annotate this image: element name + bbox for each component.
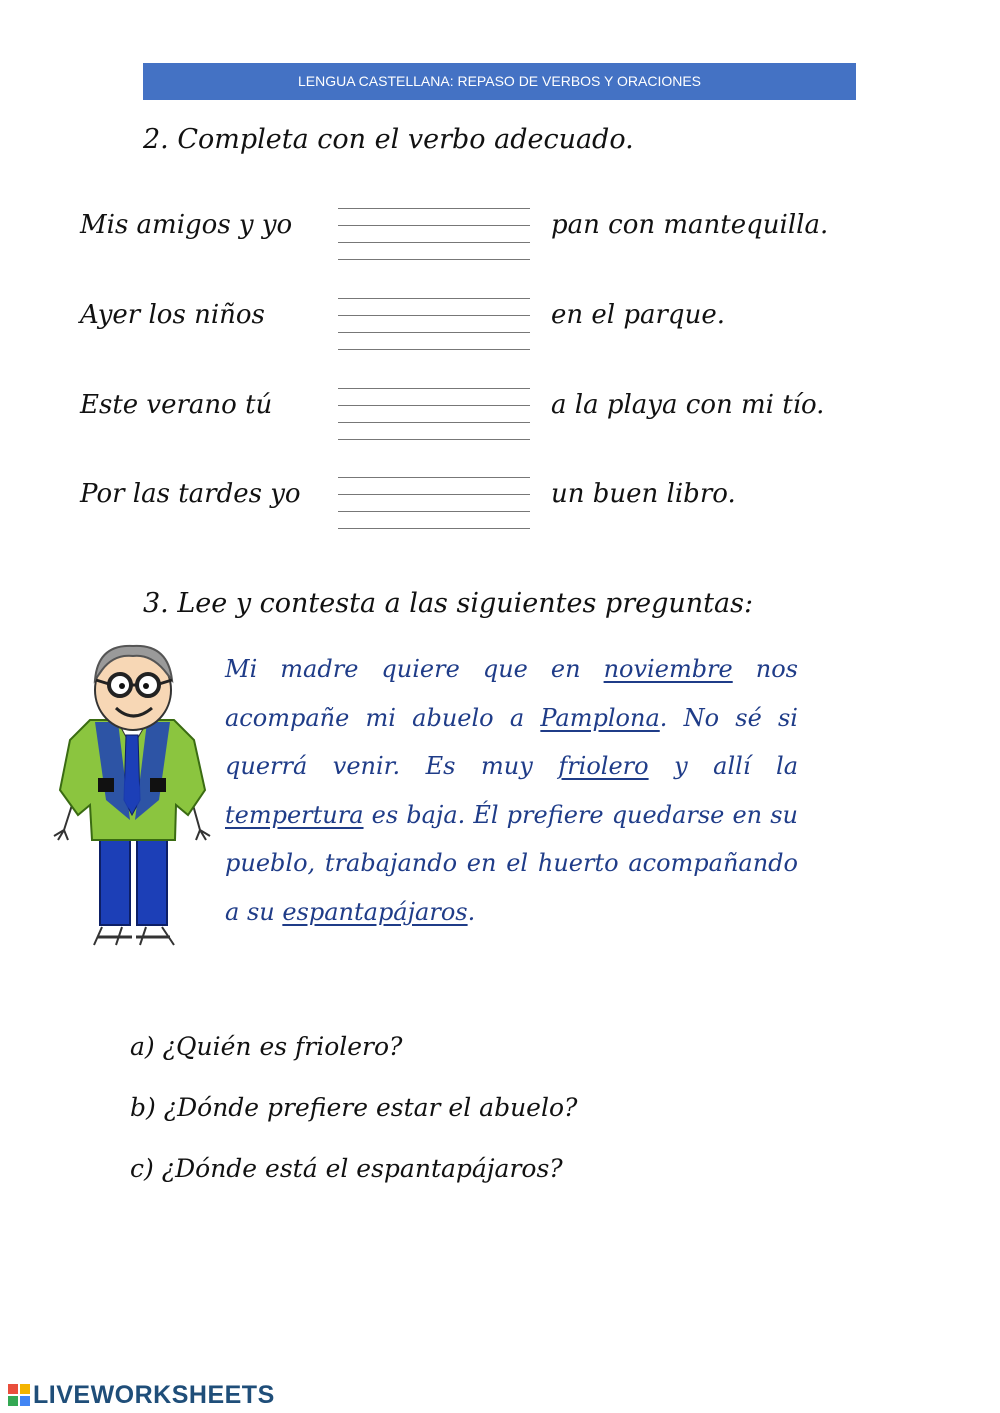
footer-brand-text: LIVEWORKSHEETS xyxy=(33,1380,275,1409)
passage-text: y allí la xyxy=(648,752,799,780)
underlined-word-noviembre: noviembre xyxy=(603,655,733,683)
row4-left-text: Por las tardes yo xyxy=(80,479,301,509)
liveworksheets-logo-icon xyxy=(8,1384,30,1406)
row3-left-text: Este verano tú xyxy=(80,390,273,420)
row4-right-text: un buen libro. xyxy=(551,479,736,509)
row2-answer-blank[interactable] xyxy=(338,298,530,350)
row4-answer-blank[interactable] xyxy=(338,477,530,529)
passage-text: Mi madre quiere que en xyxy=(225,655,604,683)
header-title: LENGUA CASTELLANA: REPASO DE VERBOS Y ORACIONES xyxy=(297,73,702,89)
passage-text: . No sé si querrá venir. Es muy xyxy=(225,703,798,780)
row3-right-text: a la playa con mi tío. xyxy=(551,390,825,420)
row1-right-text: pan con mantequilla. xyxy=(551,210,829,240)
underlined-word-pamplona: Pamplona xyxy=(540,703,660,732)
question-b: b) ¿Dónde prefiere estar el abuelo? xyxy=(130,1093,578,1122)
row1-answer-blank[interactable] xyxy=(338,208,530,260)
row2-left-text: Ayer los niños xyxy=(80,300,265,330)
header-bar xyxy=(143,63,856,100)
passage-text: . xyxy=(467,897,476,926)
section2-title: 2. Completa con el verbo adecuado. xyxy=(143,124,634,155)
row1-left-text: Mis amigos y yo xyxy=(80,210,293,240)
grandfather-illustration xyxy=(50,640,215,952)
row2-right-text: en el parque. xyxy=(551,300,725,330)
underlined-word-friolero: friolero xyxy=(558,752,649,780)
reading-passage xyxy=(225,645,798,936)
passage-text: es baja. Él prefiere quedarse en su pueblo, trabajando en el huerto acompañando a su xyxy=(225,800,798,926)
passage-text: nos acompañe mi abuelo a xyxy=(225,655,798,732)
row3-answer-blank[interactable] xyxy=(338,388,530,440)
underlined-word-tempertura: tempertura xyxy=(225,800,364,829)
footer-brand xyxy=(8,1380,275,1410)
question-a: a) ¿Quién es friolero? xyxy=(130,1032,403,1061)
section3-title: 3. Lee y contesta a las siguientes preguntas: xyxy=(143,588,754,619)
underlined-word-espantapajaros: espantapájaros xyxy=(282,897,468,926)
question-c: c) ¿Dónde está el espantapájaros? xyxy=(130,1154,563,1183)
